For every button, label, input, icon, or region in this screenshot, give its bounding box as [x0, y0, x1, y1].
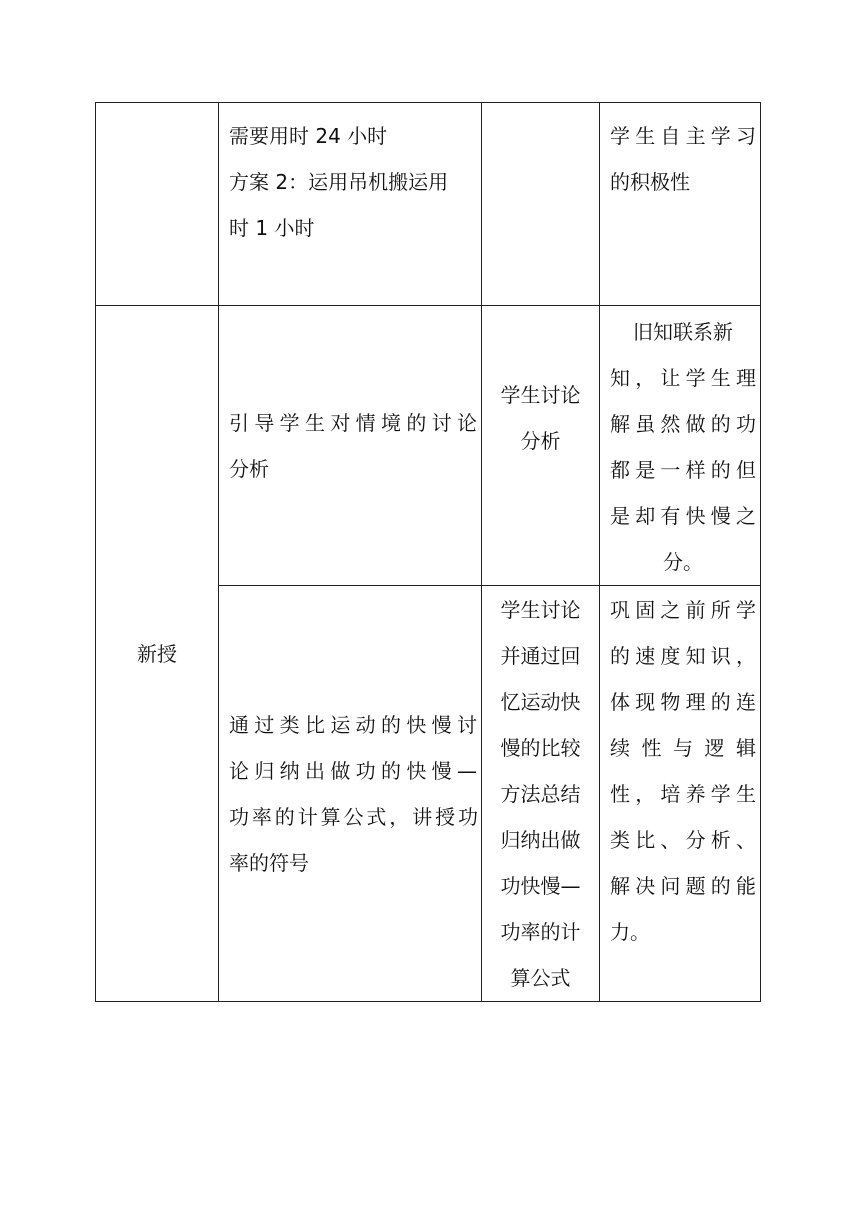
text-line: 分。: [663, 550, 703, 574]
text-line: 知，让学生理: [610, 366, 756, 390]
text-line: 旧知联系新: [633, 320, 733, 344]
text-line: 功率的计算公式，讲授功: [229, 804, 477, 829]
text-line: 的积极性: [610, 170, 690, 194]
text-line: 功快慢—: [500, 874, 581, 898]
text-line: 功率的计: [500, 920, 581, 944]
text-line: 归纳出做: [500, 828, 581, 852]
text-line: 并通过回: [500, 644, 581, 668]
lesson-plan-table: [95, 102, 761, 1002]
text-line: 忆运动快: [500, 690, 581, 714]
text-line: 分析: [520, 429, 561, 453]
text-line: 方法总结: [500, 782, 581, 806]
text-line: 的速度知识，: [610, 644, 756, 668]
text-line: 论归纳出做功的快慢—: [229, 758, 477, 783]
text-line: 学生讨论: [500, 598, 581, 622]
text-line: 算公式: [510, 966, 571, 990]
table-row: [96, 103, 761, 306]
text-line: 率的符号: [229, 850, 309, 875]
stage-label: 新授: [137, 641, 177, 666]
text-line: 通过类比运动的快慢讨: [229, 712, 477, 737]
stage-cell: [96, 306, 219, 1002]
text-line: 学生自主学习: [610, 124, 756, 148]
text-line: 性，培养学生: [610, 782, 756, 806]
teacher-activity-cell: [219, 586, 482, 1002]
design-intent-cell: [600, 103, 761, 306]
teacher-activity-cell: [219, 306, 482, 586]
text-line: 方案 2：运用吊机搬运用: [229, 170, 449, 194]
stage-cell-empty: [96, 103, 219, 306]
text-line: 需要用时 24 小时: [229, 124, 388, 148]
text-line: 巩固之前所学: [610, 598, 756, 622]
text-line: 分析: [229, 456, 269, 481]
teacher-activity-cell: [219, 103, 482, 306]
text-line: 续性与逻辑: [610, 736, 756, 760]
text-line: 都是一样的但: [610, 458, 756, 482]
text-line: 时 1 小时: [229, 216, 315, 240]
text-line: 解决问题的能: [610, 874, 756, 898]
design-intent-cell: [600, 586, 761, 1002]
design-intent-cell: [600, 306, 761, 586]
text-line: 学生讨论: [500, 383, 581, 407]
student-activity-cell-empty: [482, 103, 600, 306]
text-line: 体现物理的连: [610, 690, 756, 714]
text-line: 慢的比较: [500, 736, 581, 760]
text-line: 是却有快慢之: [610, 504, 756, 528]
student-activity-cell: [482, 586, 600, 1002]
student-activity-cell: [482, 306, 600, 586]
text-line: 解虽然做的功: [610, 412, 756, 436]
text-line: 力。: [610, 920, 650, 944]
text-line: 类比、分析、: [610, 828, 756, 852]
table-row: [96, 306, 761, 586]
text-line: 引导学生对情境的讨论: [229, 410, 477, 435]
